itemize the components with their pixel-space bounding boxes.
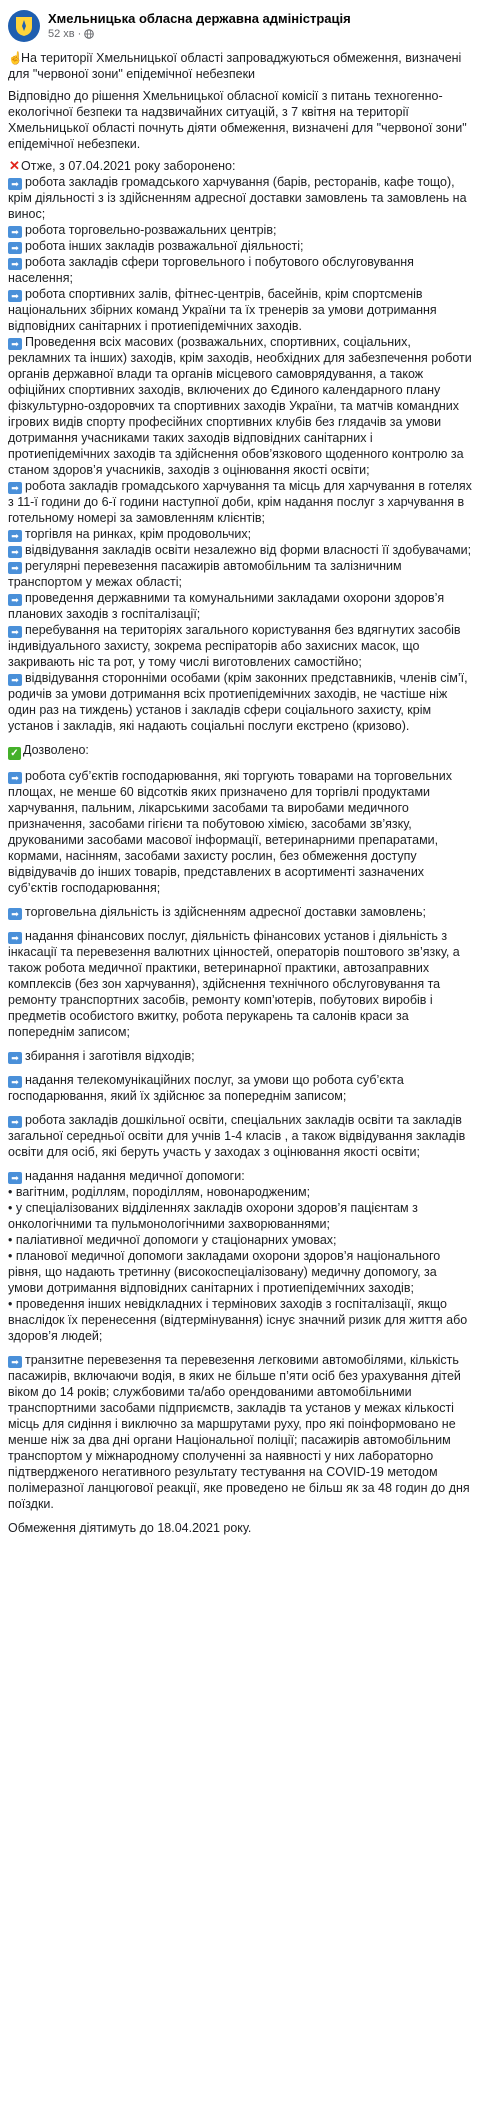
list-item	[8, 1048, 474, 1064]
list-item	[8, 526, 474, 542]
list-item	[8, 478, 474, 526]
arrow-right-icon: ➡	[8, 594, 22, 606]
list-item-text: робота закладів громадського харчування та місць для харчування в готелях з 11-ї години до 6-ї години наступної доби, крім надання послуг з харчування в готельному номері за замовленням клієнтів;	[8, 479, 472, 525]
arrow-right-icon: ➡	[8, 1116, 22, 1128]
list-item-text: торговельна діяльність із здійсненням адресної доставки замовлень;	[25, 905, 426, 919]
arrow-right-icon: ➡	[8, 290, 22, 302]
intro-headline	[8, 50, 474, 82]
list-item-text: надання фінансових послуг, діяльність фінансових установ і діяльність з інкасації та перевезення валютних цінностей, операторів поштового зв’язку, а також робота медичної практики, ветеринарної практики, автозаправних комплексів (без зон харчування), здійснення технічного обслуговування та ремонту транспортних засобів, ремонту комп’ютерів, побутових виробів і предметів особистого вжитку, робота перукарень та салонів краси за попереднім записом;	[8, 929, 460, 1039]
list-item-text: робота закладів дошкільної освіти, спеціальних закладів освіти та закладів загальної середньої освіти для учнів 1-4 класів , а також відвідування закладів освіти для осіб, які беруть участь у заходах з оцінювання якості освіти;	[8, 1113, 466, 1159]
cross-mark-icon: ✕	[9, 158, 20, 173]
allowed-heading	[8, 742, 474, 760]
forbidden-list	[8, 174, 474, 734]
footer-note: Обмеження діятимуть до 18.04.2021 року.	[8, 1521, 252, 1535]
medical-bullet: • проведення інших невідкладних і термінових заходів з госпіталізації, якщо внаслідок їх перенесення (відтермінування) існує значний ризик для життя або здоров’я людей;	[8, 1297, 468, 1343]
list-item-text: проведення державними та комунальними закладами охорони здоров’я планових заходів з госпіталізації;	[8, 591, 445, 621]
intro-headline-text: На території Хмельницької області запроваджуються обмеження, визначені для "червоної зони" епідемічної небезпеки	[8, 51, 462, 81]
arrow-right-icon: ➡	[8, 258, 22, 270]
list-item-text: регулярні перевезення пасажирів автомобільним та залізничним транспортом у межах області;	[8, 559, 402, 589]
list-item-text: робота інших закладів розважальної діяльності;	[25, 239, 304, 253]
post-header	[8, 6, 474, 46]
post-time[interactable]: 52 хв	[48, 28, 75, 40]
arrow-right-icon: ➡	[8, 226, 22, 238]
list-item-text: відвідування закладів освіти незалежно від форми власності її здобувачами;	[25, 543, 472, 557]
list-item	[8, 622, 474, 670]
list-item	[8, 1112, 474, 1160]
check-mark-icon: ✓	[8, 747, 21, 760]
list-item	[8, 1072, 474, 1104]
list-item	[8, 768, 474, 896]
globe-icon	[84, 29, 94, 39]
hand-point-icon: ☝	[8, 51, 23, 65]
list-item	[8, 590, 474, 622]
medical-bullet: • планової медичної допомоги закладами охорони здоров’я національного рівня, що надають третинну (високоспеціалізовану) медичну допомогу, за умови дотримання відповідних санітарних і протиепідемічних заходів;	[8, 1249, 441, 1295]
list-item-medical	[8, 1168, 474, 1184]
transport-text: транзитне перевезення та перевезення легковими автомобілями, кількість пасажирів, включаючи водія, в яких не більше п’яти осіб без урахування дітей віком до 14 років; службовими та/або орендованими автомобільними транспортними засобами підприємств, закладів та установ у межах кількості місць для сидіння і виключно за маршрутами руху, про які поінформовано не менше ніж за два дні органи Національної поліції; пасажирів автомобільним транспортом у міжнародному сполученні за наявності у них лабораторно підтвердженого негативного результату тестування на COVID-19 методом полімеразної ланцюгової реакції, яке проведено не більш як за 48 годин до дня поїздки.	[8, 1353, 470, 1511]
arrow-right-icon: ➡	[8, 562, 22, 574]
arrow-right-icon: ➡	[8, 772, 22, 784]
arrow-right-icon: ➡	[8, 908, 22, 920]
list-item-text: робота спортивних залів, фітнес-центрів, басейнів, крім спортсменів національних збірних команд України та їх тренерів за умови дотримання відповідних санітарних і протиепідемічних заходів.	[8, 287, 437, 333]
list-item	[8, 542, 474, 558]
medical-bullet: • вагітним, роділлям, породіллям, новонародженим;	[8, 1185, 311, 1199]
meta-separator: ·	[77, 28, 82, 40]
arrow-right-icon: ➡	[8, 1076, 22, 1088]
list-item-text: надання телекомунікаційних послуг, за умови що робота суб’єкта господарювання, який їх здійснює за попереднім записом;	[8, 1073, 404, 1103]
list-item	[8, 222, 474, 238]
medical-bullet: • у спеціалізованих відділеннях закладів охорони здоров’я пацієнтам з онкологічними та пульмонологічними захворюваннями;	[8, 1201, 418, 1231]
forbidden-heading-text: Отже, з 07.04.2021 року заборонено:	[21, 159, 236, 173]
list-item	[8, 174, 474, 222]
arrow-right-icon: ➡	[8, 1172, 22, 1184]
arrow-right-icon: ➡	[8, 482, 22, 494]
list-item	[8, 286, 474, 334]
list-item-text: робота суб’єктів господарювання, які торгують товарами на торговельних площах, не менше 60 відсотків яких призначено для торгівлі продуктами харчування, пальним, лікарськими засобами та виробами медичного призначення, засобами гігієни та побутовою хімією, засобами зв’язку, друкованими засобами масової інформації, ветеринарними препаратами, кормами, насінням, засобами захисту рослин, без обмеження доступу відвідувачів до інших товарів, представлених в асортименті зазначених суб’єктів господарювання;	[8, 769, 452, 895]
intro-paragraph: Відповідно до рішення Хмельницької обласної комісії з питань техногенно-екологічної безпеки та надзвичайних ситуацій, з 7 квітня на території Хмельницької області почнуть діяти обмеження, визначені для "червоної зони" епідемічної небезпеки.	[8, 89, 467, 151]
medical-bullet: • паліативної медичної допомоги у стаціонарних умовах;	[8, 1233, 337, 1247]
allowed-heading-text: Дозволено:	[23, 743, 89, 757]
list-item	[8, 254, 474, 286]
forbidden-heading	[8, 158, 474, 174]
page-avatar[interactable]	[8, 10, 40, 42]
list-item-text: збирання і заготівля відходів;	[25, 1049, 195, 1063]
list-item-text: робота закладів громадського харчування (барів, ресторанів, кафе тощо), крім діяльності з із здійсненням адресної доставки замовлень та замовлень на винос;	[8, 175, 467, 221]
list-item-text: торгівля на ринках, крім продовольчих;	[25, 527, 252, 541]
list-item-text: перебування на територіях загального користування без вдягнутих засобів індивідуального захисту, зокрема респіраторів або захисних масок, що закривають ніс та рот, у тому числі виготовлених самостійно;	[8, 623, 461, 669]
arrow-right-icon: ➡	[8, 242, 22, 254]
list-item	[8, 928, 474, 1040]
list-item	[8, 670, 474, 734]
list-item-text: відвідування сторонніми особами (крім законних представників, членів сім’ї, родичів за умови дотримання всіх протиепідемічних заходів, не частіше ніж один раз на тиждень) установ і закладів сфери соціального захисту, крім установ і закладів, які надають соціальні послуги екстрено (кризово).	[8, 671, 468, 733]
coat-of-arms-icon	[14, 15, 34, 37]
list-item	[8, 558, 474, 590]
list-item-text: робота закладів сфери торговельного і побутового обслуговування населення;	[8, 255, 414, 285]
list-item-transport	[8, 1352, 474, 1512]
list-item	[8, 904, 474, 920]
arrow-right-icon: ➡	[8, 932, 22, 944]
list-item	[8, 238, 474, 254]
arrow-right-icon: ➡	[8, 338, 22, 350]
list-item-text: робота торговельно-розважальних центрів;	[25, 223, 277, 237]
medical-list	[8, 1184, 474, 1344]
arrow-right-icon: ➡	[8, 626, 22, 638]
arrow-right-icon: ➡	[8, 530, 22, 542]
arrow-right-icon: ➡	[8, 178, 22, 190]
arrow-right-icon: ➡	[8, 674, 22, 686]
page-name[interactable]: Хмельницька обласна державна адміністрація	[48, 11, 351, 26]
post-meta	[48, 27, 351, 41]
allowed-list	[8, 768, 474, 1160]
arrow-right-icon: ➡	[8, 1356, 22, 1368]
list-item-text: Проведення всіх масових (розважальних, спортивних, соціальних, рекламних та інших) заходів, крім заходів, необхідних для забезпечення роботи органів державної влади та органів місцевого самоврядування, а також офіційних спортивних заходів, включених до Єдиного календарного плану фізкультурно-оздоровчих та спортивних заходів України, та матчів командних ігрових видів спорту професійних спортивних клубів без глядачів за умови дотримання учасниками таких заходів відповідних санітарних і протиепідемічних заходів та здійснення обов’язкового щоденного контролю за станом здоров’я учасників, заходів з оцінювання якості освіти;	[8, 335, 472, 477]
arrow-right-icon: ➡	[8, 1052, 22, 1064]
arrow-right-icon: ➡	[8, 546, 22, 558]
list-item	[8, 334, 474, 478]
medical-lead: надання надання медичної допомоги:	[25, 1169, 245, 1183]
post-body	[8, 46, 474, 1536]
